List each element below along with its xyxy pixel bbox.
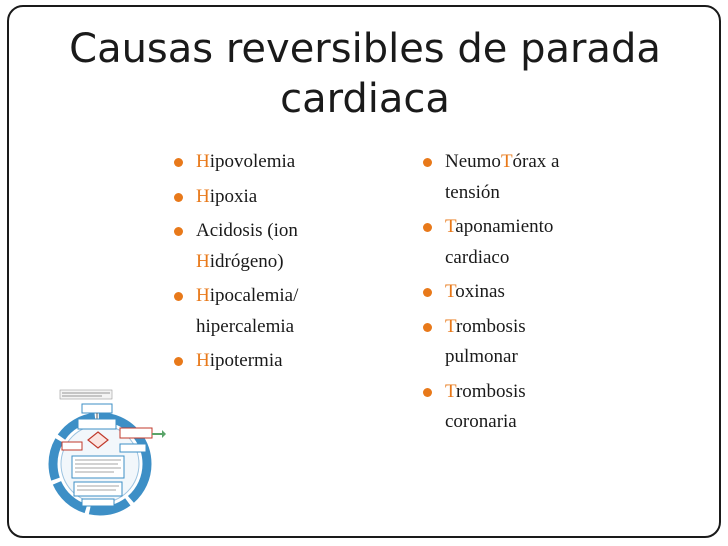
item-text: ipoxia (209, 185, 258, 207)
list-item (421, 147, 651, 208)
cardiac-arrest-algorithm-diagram (38, 386, 166, 516)
bullet-icon (423, 323, 432, 332)
item-text: órax a (512, 151, 560, 172)
bullet-icon (174, 292, 183, 301)
item-text: Acidosis (ion (196, 220, 298, 241)
item-text: Neumo (445, 151, 501, 172)
item-text: ipotermia (209, 350, 283, 371)
item-text: pulmonar (445, 346, 518, 367)
highlight-letter: H (196, 250, 210, 272)
reversible-causes-h-list (172, 147, 402, 381)
bullet-icon (174, 357, 183, 366)
item-text: aponamiento (455, 216, 554, 237)
bullet-icon (174, 227, 183, 236)
item-text: oxinas (455, 281, 505, 302)
item-text: cardiaco (445, 246, 510, 268)
highlight-letter: T (445, 281, 456, 302)
highlight-letter: H (196, 151, 210, 172)
list-item (421, 312, 651, 373)
reversible-causes-t-list (421, 147, 651, 442)
highlight-letter: H (196, 185, 210, 207)
item-text: rombosis (455, 315, 526, 337)
item-text: hipercalemia (196, 315, 295, 337)
highlight-letter: T (500, 151, 513, 172)
bullet-icon (174, 193, 183, 202)
title-line-2: cardiaca (280, 76, 450, 122)
item-text: ipocalemia/ (209, 285, 299, 306)
item-text: coronaria (445, 411, 517, 432)
slide-title (40, 24, 690, 124)
title-line-1: Causas reversibles de parada (69, 26, 661, 72)
list-item (421, 377, 651, 438)
item-text: idrógeno) (209, 250, 284, 272)
list-item (172, 182, 402, 213)
highlight-letter: H (196, 350, 210, 371)
highlight-letter: T (445, 380, 456, 402)
item-text: rombosis (455, 380, 526, 402)
list-item (172, 281, 402, 342)
bullet-icon (423, 388, 432, 397)
list-item (172, 147, 402, 178)
item-text: tensión (445, 181, 500, 203)
bullet-icon (423, 288, 432, 297)
highlight-letter: T (445, 315, 456, 337)
highlight-letter: T (445, 216, 456, 237)
bullet-icon (174, 158, 183, 167)
list-item (172, 346, 402, 377)
highlight-letter: H (196, 285, 210, 306)
item-text: ipovolemia (209, 151, 296, 172)
list-item (421, 277, 651, 308)
bullet-icon (423, 223, 432, 232)
list-item (421, 212, 651, 273)
list-item (172, 216, 402, 277)
bullet-icon (423, 158, 432, 167)
